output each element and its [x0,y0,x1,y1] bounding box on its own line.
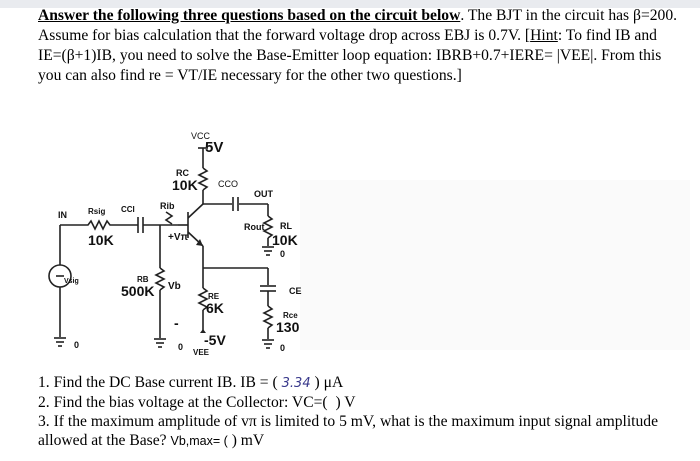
in-label: IN [58,210,67,220]
out-label: OUT [254,189,273,199]
vb-label: Vb [168,281,181,292]
questions-list [38,374,688,450]
rce-ground-symbol [262,340,274,348]
rsig-resistor [60,221,138,229]
rce-resistor [264,306,272,328]
re-value: 6K [206,300,224,316]
problem-statement: Answer the following three questions based on the circuit below. The BJT in the circuit has β=200. Assume for bias calculation that the forward voltage drop across EBJ is 0.7V. [Hint: To find IB and IE=(β+1)IB, you need to solve the Base-Emitter loop equation: IBRB+0.7+IERE= |VEE|. From this you can also find re = VT/IE necessary for the other two questions.] [38,7,678,84]
vsig-label: Vsig [64,278,79,285]
problem-title: Answer the following three questions based on the circuit below [38,7,461,24]
vsig-ground-label: 0 [74,340,80,350]
re-label: RE [208,292,220,301]
rce-label: Rce [283,311,298,320]
vpi-label: +Vπ [168,232,189,243]
rl-resistor [264,216,272,238]
vsig-ground-symbol [54,338,66,346]
rib-label: Rib [160,201,175,211]
question-3: 3. If the maximum amplitude of vπ is limited to 5 mV, what is the maximum input signal amplitude allowed at the Base? Vb,max= ( ) mV [38,413,659,449]
vcc-value: 5V [205,139,224,156]
rb-label: RB [137,275,149,284]
rl-label: RL [280,221,292,231]
rsig-label: Rsig [88,207,106,216]
rb-ground-symbol [154,339,166,347]
ghost-text [300,180,690,350]
cci-label: CCI [121,205,135,214]
vee-label: VEE [193,348,210,357]
vcc-label: VCC [191,131,211,141]
rce-value: 130 [276,319,300,335]
hint-label: Hint [530,27,558,44]
ce-label: CE [289,286,302,296]
rc-value: 10K [172,177,198,193]
cco-label: CCO [218,179,238,189]
rb-value: 500K [121,283,155,299]
question-2: 2. Find the bias voltage at the Collector: VC=( ) V [38,393,356,411]
rsig-value: 10K [88,232,114,248]
rib-arrow [166,212,172,224]
rce-ground-label: 0 [280,343,286,353]
rb-resistor [156,268,164,290]
problem-hint-body: : To find IB and IE=(β+1)IB, you need to solve the Base-Emitter loop equation: IBRB+0.7+IERE= |VEE|. From this you can also find re = VT/IE necessary for the other two questions.] [38,27,662,84]
rout-label: Rout [244,222,265,232]
rc-resistor [199,168,207,190]
rc-label: RC [176,168,189,178]
minus-label: - [174,315,179,331]
problem-body: The BJT in the circuit has β=200. Assume for bias calculation that the forward voltage drop across EBJ is 0.7V. [ [38,7,678,44]
question-3-vbmax: Vb,max= ( [170,433,228,448]
question-1-answer: 3.34 [281,376,311,391]
vee-value: -5V [204,332,226,348]
rl-value: 10K [272,232,298,248]
rl-ground-symbol [262,247,274,255]
rb-ground-label: 0 [178,342,184,352]
rl-ground-label: 0 [280,249,286,259]
question-1: 1. Find the DC Base current IB. IB = ( 3.34 ) μA [38,374,344,391]
